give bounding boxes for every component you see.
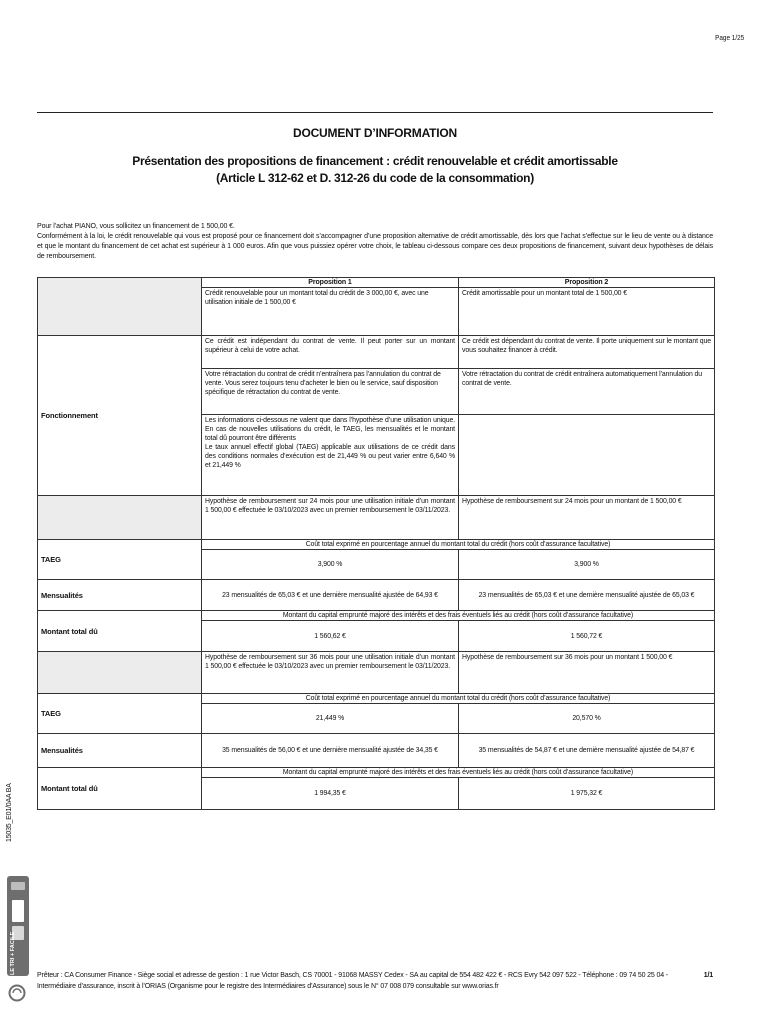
row-label-montant-total: Montant total dû	[38, 768, 202, 810]
cell-dependency-p1: Ce crédit est indépendant du contrat de vente. Il peut porter sur un montant supérieur à celui de votre achat.	[202, 336, 459, 369]
footer	[37, 970, 713, 992]
cell-mensualites-36-p2: 35 mensualités de 54,87 € et une dernière mensualité ajustée de 54,87 €	[459, 734, 715, 768]
blank-label-cell	[38, 652, 202, 694]
blank-label-cell	[38, 288, 202, 336]
document-title: DOCUMENT D’INFORMATION	[292, 126, 458, 140]
recycle-icon	[8, 984, 26, 1002]
cell-hypothesis-24-p1: Hypothèse de remboursement sur 24 mois pour une utilisation initiale d’un montant 1 500,00 € effectuée le 03/10/2023 avec un premier remboursement le 03/11/2023.	[202, 496, 459, 540]
note-montant-total: Montant du capital emprunté majoré des intérêts et des frais éventuels liés au crédit (hors coût d’assurance facultative)	[202, 611, 715, 621]
intro-paragraph-1: Pour l’achat PIANO, vous sollicitez un financement de 1 500,00 €.	[37, 223, 235, 230]
page-number: Page 1/25	[714, 33, 744, 42]
comparison-table	[37, 277, 715, 810]
info-paragraph-2: Le taux annuel effectif global (TAEG) applicable aux utilisations de ce crédit dans des conditions normales d’exécution est de 21,449 % ou peut varier entre 6,640 % et 21,449 %	[205, 444, 455, 469]
footer-insurance-info: Intermédiaire d’assurance, inscrit à l’ORIAS (Organisme pour le registre des Intermédiaires d’Assurance) sous le N° 07 008 079 consultable sur www.orias.fr	[37, 983, 499, 990]
subtitle-line-1: Présentation des propositions de financement : crédit renouvelable et crédit amortissable	[132, 154, 618, 168]
cell-dependency-p2: Ce crédit est dépendant du contrat de vente. Il porte uniquement sur le montant que vous souhaitez financer à crédit.	[459, 336, 715, 369]
cell-taeg-36-p1: 21,449 %	[202, 704, 459, 734]
row-label-fonctionnement: Fonctionnement	[38, 336, 202, 496]
subtitle-line-2: (Article L 312-62 et D. 312-26 du code de la consommation)	[216, 171, 534, 185]
note-taeg: Coût total exprimé en pourcentage annuel du montant total du crédit (hors coût d’assurance facultative)	[202, 540, 715, 550]
cell-retraction-p2: Votre rétractation du contrat de crédit entraînera automatiquement l’annulation du contrat de vente.	[459, 369, 715, 415]
cell-total-36-p2: 1 975,32 €	[459, 778, 715, 810]
table-row	[38, 496, 715, 540]
footer-lender-info: Prêteur : CA Consumer Finance - Siège social et adresse de gestion : 1 rue Victor Basch, CS 70001 - 91068 MASSY Cedex - SA au capital de 554 482 422 € - RCS Evry 542 097 522 - Téléphone : 09 74 50 25 04 -	[37, 972, 668, 979]
cell-mensualites-36-p1: 35 mensualités de 56,00 € et une dernière mensualité ajustée de 34,35 €	[202, 734, 459, 768]
cell-taeg-24-p1: 3,900 %	[202, 550, 459, 580]
header-proposition-1: Proposition 1	[202, 278, 459, 288]
cell-info-p2	[459, 415, 715, 496]
table-row	[38, 694, 715, 704]
cell-taeg-24-p2: 3,900 %	[459, 550, 715, 580]
info-paragraph-1: Les informations ci-dessous ne valent que dans l’hypothèse d’une utilisation unique. En cas de nouvelles utilisations du crédit, le TAEG, les mensualités et le montant total dû pourront être différents	[205, 417, 455, 442]
cell-total-36-p1: 1 994,35 €	[202, 778, 459, 810]
intro-paragraph-2: Conformément à la loi, le crédit renouvelable qui vous est proposé pour ce financement doit s’accompagner d’une proposition alternative de crédit amortissable, dès lors que l’achat s’effectue sur le lieu de vente ou à distance et que le montant du financement de cet achat est supérieur à 1 000 euros. Afin que vous puissiez opérer votre choix, le tableau ci-dessous compare ces deux propositions de financement, suivant deux hypothèses de délais de remboursement.	[37, 233, 713, 260]
document-subtitle	[37, 153, 713, 187]
table-row	[38, 611, 715, 621]
row-label-montant-total: Montant total dû	[38, 611, 202, 652]
side-reference-code: 15035_E01/0AA BA	[6, 783, 13, 842]
row-label-taeg: TAEG	[38, 540, 202, 580]
table-row	[38, 336, 715, 369]
header-divider	[37, 112, 713, 113]
cell-total-24-p2: 1 560,72 €	[459, 621, 715, 652]
cell-mensualites-24-p1: 23 mensualités de 65,03 € et une dernière mensualité ajustée de 64,93 €	[202, 580, 459, 611]
logo-label: LE TRI + FACILE	[10, 931, 16, 975]
cell-description-p2: Crédit amortissable pour un montant total de 1 500,00 €	[459, 288, 715, 336]
row-label-mensualites: Mensualités	[38, 580, 202, 611]
note-montant-total: Montant du capital emprunté majoré des intérêts et des frais éventuels liés au crédit (hors coût d’assurance facultative)	[202, 768, 715, 778]
footer-page: 1/1	[703, 972, 713, 979]
table-row	[38, 768, 715, 778]
table-row	[38, 652, 715, 694]
cell-hypothesis-36-p2: Hypothèse de remboursement sur 36 mois pour un montant 1 500,00 €	[459, 652, 715, 694]
cell-taeg-36-p2: 20,570 %	[459, 704, 715, 734]
table-row	[38, 580, 715, 611]
table-row	[38, 734, 715, 768]
blank-label-cell	[38, 496, 202, 540]
row-label-mensualites: Mensualités	[38, 734, 202, 768]
table-row	[38, 540, 715, 550]
cell-description-p1: Crédit renouvelable pour un montant total du crédit de 3 000,00 €, avec une utilisation initiale de 1 500,00 €	[202, 288, 459, 336]
row-label-taeg: TAEG	[38, 694, 202, 734]
cell-hypothesis-24-p2: Hypothèse de remboursement sur 24 mois pour un montant de 1 500,00 €	[459, 496, 715, 540]
cell-mensualites-24-p2: 23 mensualités de 65,03 € et une dernière mensualité ajustée de 65,03 €	[459, 580, 715, 611]
table-header-row	[38, 278, 715, 288]
cell-total-24-p1: 1 560,62 €	[202, 621, 459, 652]
intro-text	[37, 222, 713, 262]
header-proposition-2: Proposition 2	[459, 278, 715, 288]
empty-header-cell	[38, 278, 202, 288]
table-row	[38, 288, 715, 336]
cell-info-p1	[202, 415, 459, 496]
cell-hypothesis-36-p1: Hypothèse de remboursement sur 36 mois pour une utilisation initiale d’un montant 1 500,00 € effectuée le 03/10/2023 avec un premier remboursement le 03/11/2023.	[202, 652, 459, 694]
note-taeg: Coût total exprimé en pourcentage annuel du montant total du crédit (hors coût d’assurance facultative)	[202, 694, 715, 704]
cell-retraction-p1: Votre rétractation du contrat de crédit n’entraînera pas l’annulation du contrat de vente. Vous serez toujours tenu d’acheter le bien ou le service, sauf disposition spécifique de rétractation du contrat de vente.	[202, 369, 459, 415]
